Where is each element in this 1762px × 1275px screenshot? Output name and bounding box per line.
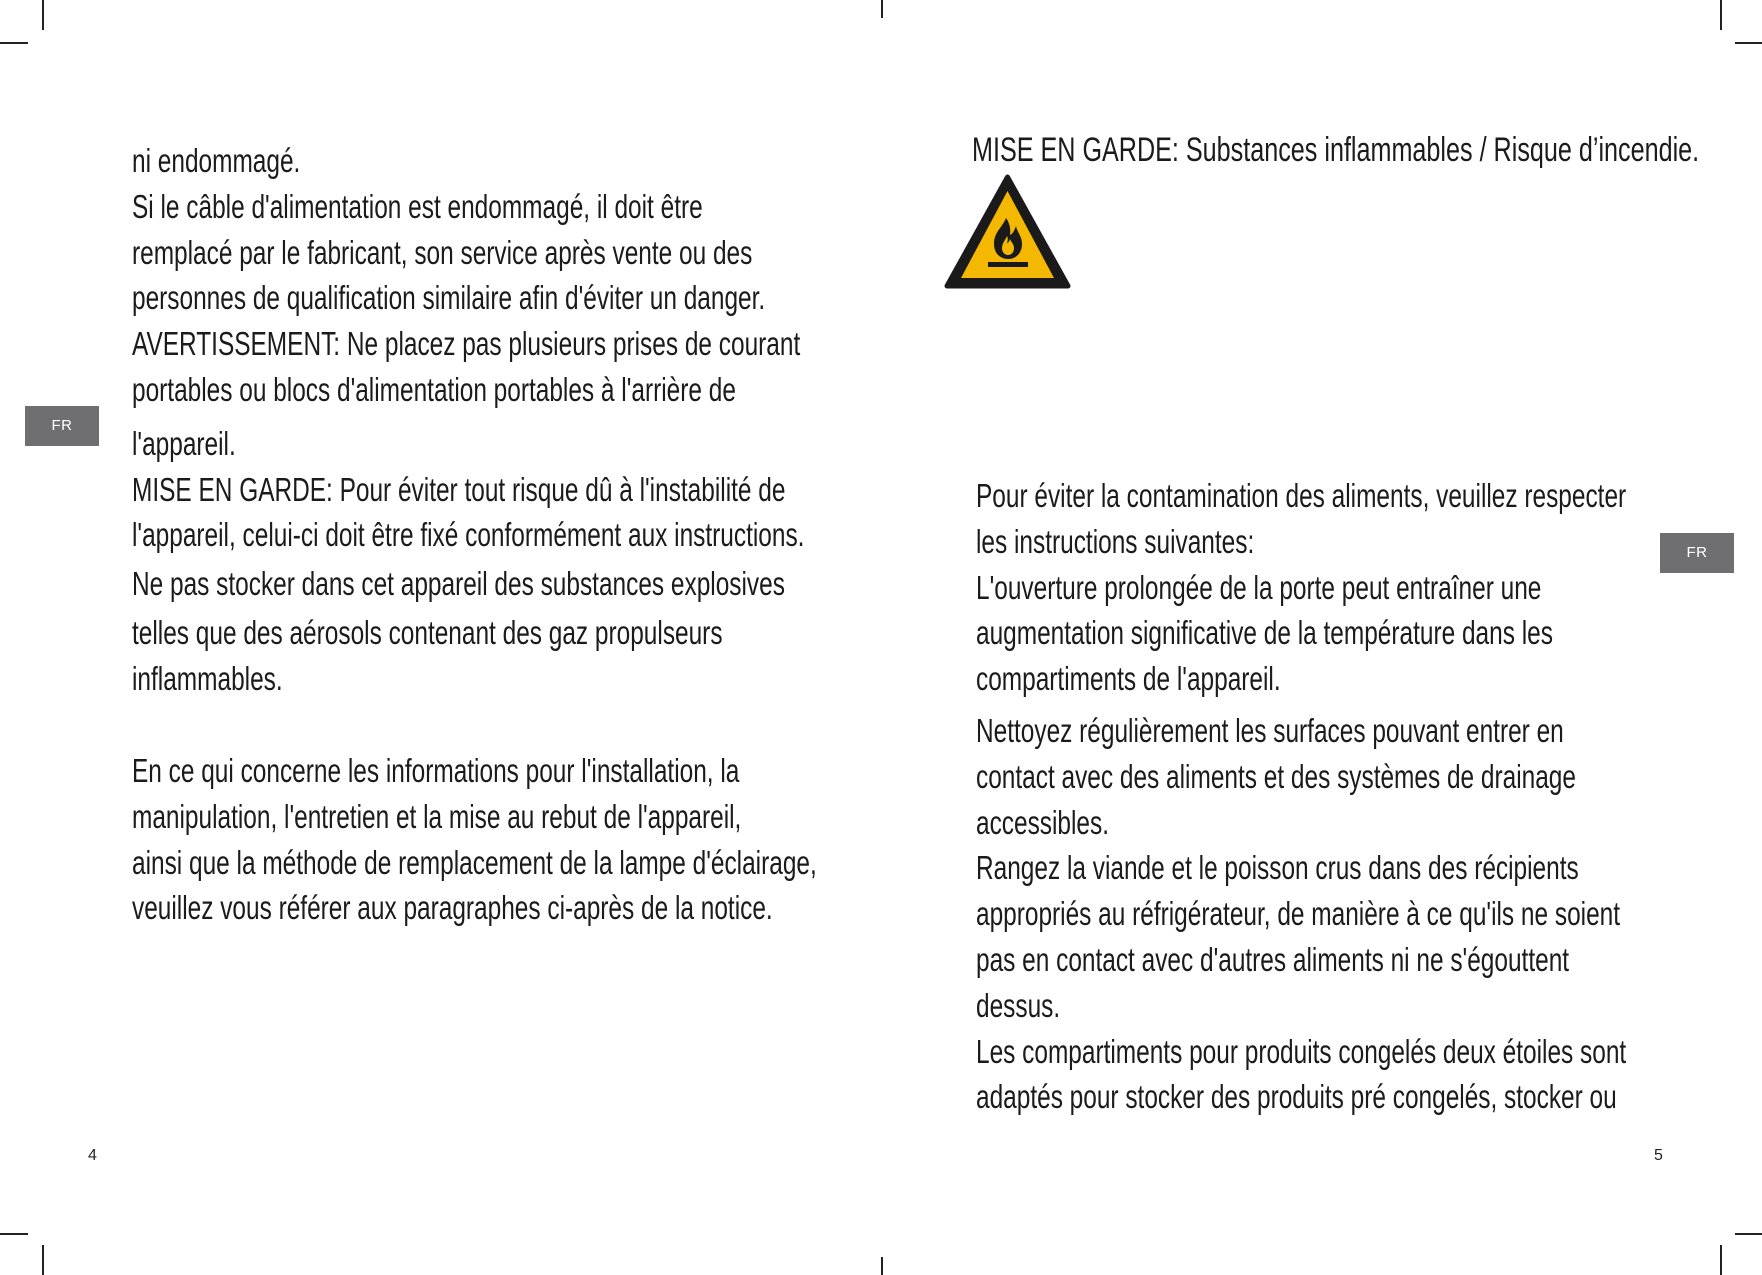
left-text-block-1 [132,138,804,702]
left-text-block-2 [132,748,817,931]
text-line: MISE EN GARDE: Pour éviter tout risque dû à l'instabilité de [132,470,786,508]
text-line: Rangez la viande et le poisson crus dans des récipients [976,849,1579,887]
text-line: inflammables. [132,659,283,697]
text-line: AVERTISSEMENT: Ne placez pas plusieurs prises de courant [132,325,801,363]
text-line: remplacé par le fabricant, son service après vente ou des [132,233,753,271]
warning-title: MISE EN GARDE: Substances inflammables / Risque d’incendie. [972,131,1700,169]
right-text-block-2 [976,708,1626,1120]
text-line: ainsi que la méthode de remplacement de la lampe d'éclairage, [132,843,817,881]
text-line: portables ou blocs d'alimentation portables à l'arrière de [132,370,736,408]
text-line: Ne pas stocker dans cet appareil des substances explosives [132,565,785,603]
text-line: adaptés pour stocker des produits pré congelés, stocker ou [976,1078,1617,1116]
text-line: pas en contact avec d'autres aliments ni ne s'égouttent [976,940,1570,978]
text-line: Nettoyez régulièrement les surfaces pouvant entrer en [976,712,1564,749]
text-line: telles que des aérosols contenant des gaz propulseurs [132,613,723,651]
text-line: veuillez vous référer aux paragraphes ci-après de la notice. [132,889,773,927]
text-line: manipulation, l'entretien et la mise au rebut de l'appareil, [132,797,742,835]
language-tab: FR [1660,533,1734,573]
text-line: ni endommagé. [132,142,301,179]
text-line: En ce qui concerne les informations pour l'installation, la [132,752,740,789]
text-line: l'appareil, celui-ci doit être fixé conformément aux instructions. [132,516,805,554]
language-tab: FR [25,406,99,446]
text-line: augmentation significative de la température dans les [976,614,1553,652]
text-line: personnes de qualification similaire afin d'éviter un danger. [132,279,766,317]
text-line: accessibles. [976,803,1110,841]
text-line: les instructions suivantes: [976,522,1255,560]
page-number: 4 [88,1147,97,1164]
flammable-warning-icon [944,174,1071,289]
text-line: Pour éviter la contamination des aliments, veuillez respecter [976,477,1627,514]
text-line: l'appareil. [132,424,236,462]
right-text-block-1 [976,473,1626,702]
text-line: L'ouverture prolongée de la porte peut entraîner une [976,568,1542,606]
text-line: appropriés au réfrigérateur, de manière à ce qu'ils ne soient [976,895,1621,933]
page-number: 5 [1654,1147,1663,1164]
text-line: contact avec des aliments et des systèmes de drainage [976,757,1576,795]
text-line: Les compartiments pour produits congelés deux étoiles sont [976,1032,1627,1070]
text-line: dessus. [976,986,1061,1024]
text-line: Si le câble d'alimentation est endommagé, il doit être [132,187,703,225]
text-line: compartiments de l'appareil. [976,660,1281,698]
